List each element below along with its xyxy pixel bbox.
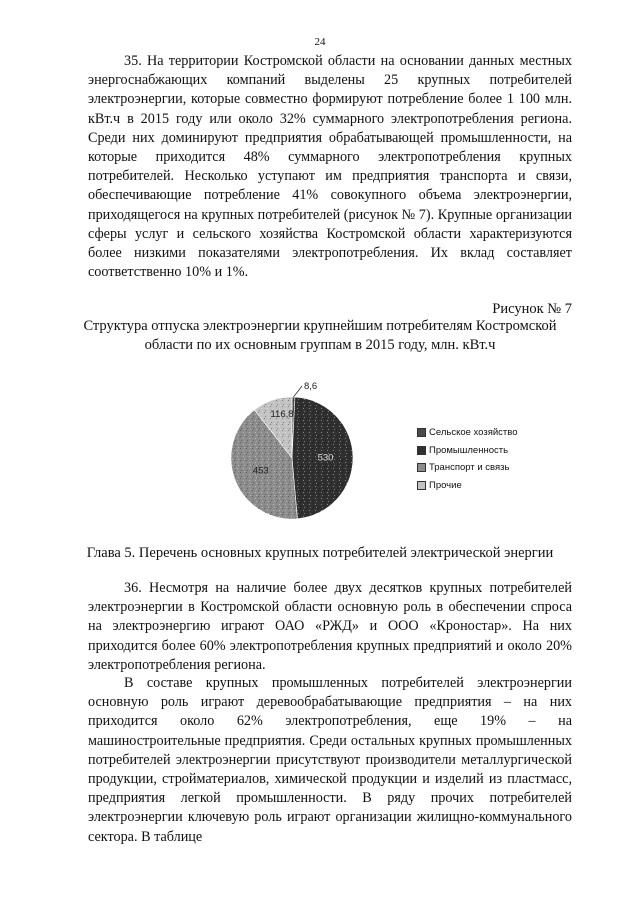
data-label-transport: 453 (252, 465, 269, 477)
page-number: 24 (314, 36, 326, 48)
data-label-other: 116,8 (270, 409, 294, 420)
legend-swatch-agriculture (417, 428, 426, 437)
legend-label-other: Прочие (429, 479, 462, 491)
data-label-industry: 530 (317, 452, 334, 464)
figure-label: Рисунок № 7 (492, 301, 572, 317)
leader-line-agriculture (293, 386, 302, 397)
paragraph-37: В составе крупных промышленных потребителей электроэнергии основную роль играют деревообрабатывающие предприятия – на них приходится около 62% электропотребления, еще 19% – на машиностроительные предприятия. Среди остальных крупных промышленных потребителей электроэнергии присутствуют производители металлургической продукции, стройматериалов, химической продукции и изделий из пластмасс, предприятия легкой промышленности. В ряду прочих потребителей электроэнергии ключевую роль играют организации жилищно-коммунального сектора. В таблице (88, 675, 572, 845)
pie-chart (210, 370, 410, 530)
legend-label-agriculture: Сельское хозяйство (429, 427, 518, 438)
data-label-agriculture: 8,6 (304, 381, 318, 392)
legend-item-other (417, 477, 518, 495)
chapter-title: Глава 5. Перечень основных крупных потребителей электрической энергии (86, 545, 554, 561)
legend-label-industry: Промышленность (429, 444, 509, 456)
chart-legend (417, 424, 518, 494)
legend-swatch-other (417, 481, 426, 490)
legend-item-transport (417, 459, 518, 477)
legend-swatch-industry (417, 446, 426, 455)
paragraph-36: 36. Несмотря на наличие более двух десятков крупных потребителей электроэнергии в Костромской области основную роль в обеспечении спроса на электроэнергию играют ОАО «РЖД» и ООО «Кроностар». На них приходится более 60% электропотребления крупных предприятий и около 20% электропотребления региона. (88, 580, 572, 673)
legend-item-agriculture (417, 424, 518, 442)
figure-title: Структура отпуска электроэнергии крупнейшим потребителям Костромской области по их основным группам в 2015 году, млн. кВт.ч (83, 318, 557, 353)
legend-label-transport: Транспорт и связь (429, 462, 510, 473)
legend-item-industry (417, 442, 518, 460)
legend-swatch-transport (417, 463, 426, 472)
paragraph-35: 35. На территории Костромской области на основании данных местных энергоснабжающих компаний выделены 25 крупных потребителей электроэнергии, которые совместно формируют потребление более 1 100 млн. кВт.ч в 2015 году или около 32% суммарного электропотребления региона. Среди них доминируют предприятия обрабатывающей промышленности, на которые приходится 48% суммарного электропотребления крупных потребителей. Несколько уступают им предприятия транспорта и связи, обеспечивающие потребление 41% совокупного объема электроэнергии, приходящегося на крупных потребителей (рисунок № 7). Крупные организации сферы услуг и сельского хозяйства Костромской области характеризуются более низкими показателями электропотребления. Их вклад составляет соответственно 10% и 1%. (88, 53, 572, 281)
